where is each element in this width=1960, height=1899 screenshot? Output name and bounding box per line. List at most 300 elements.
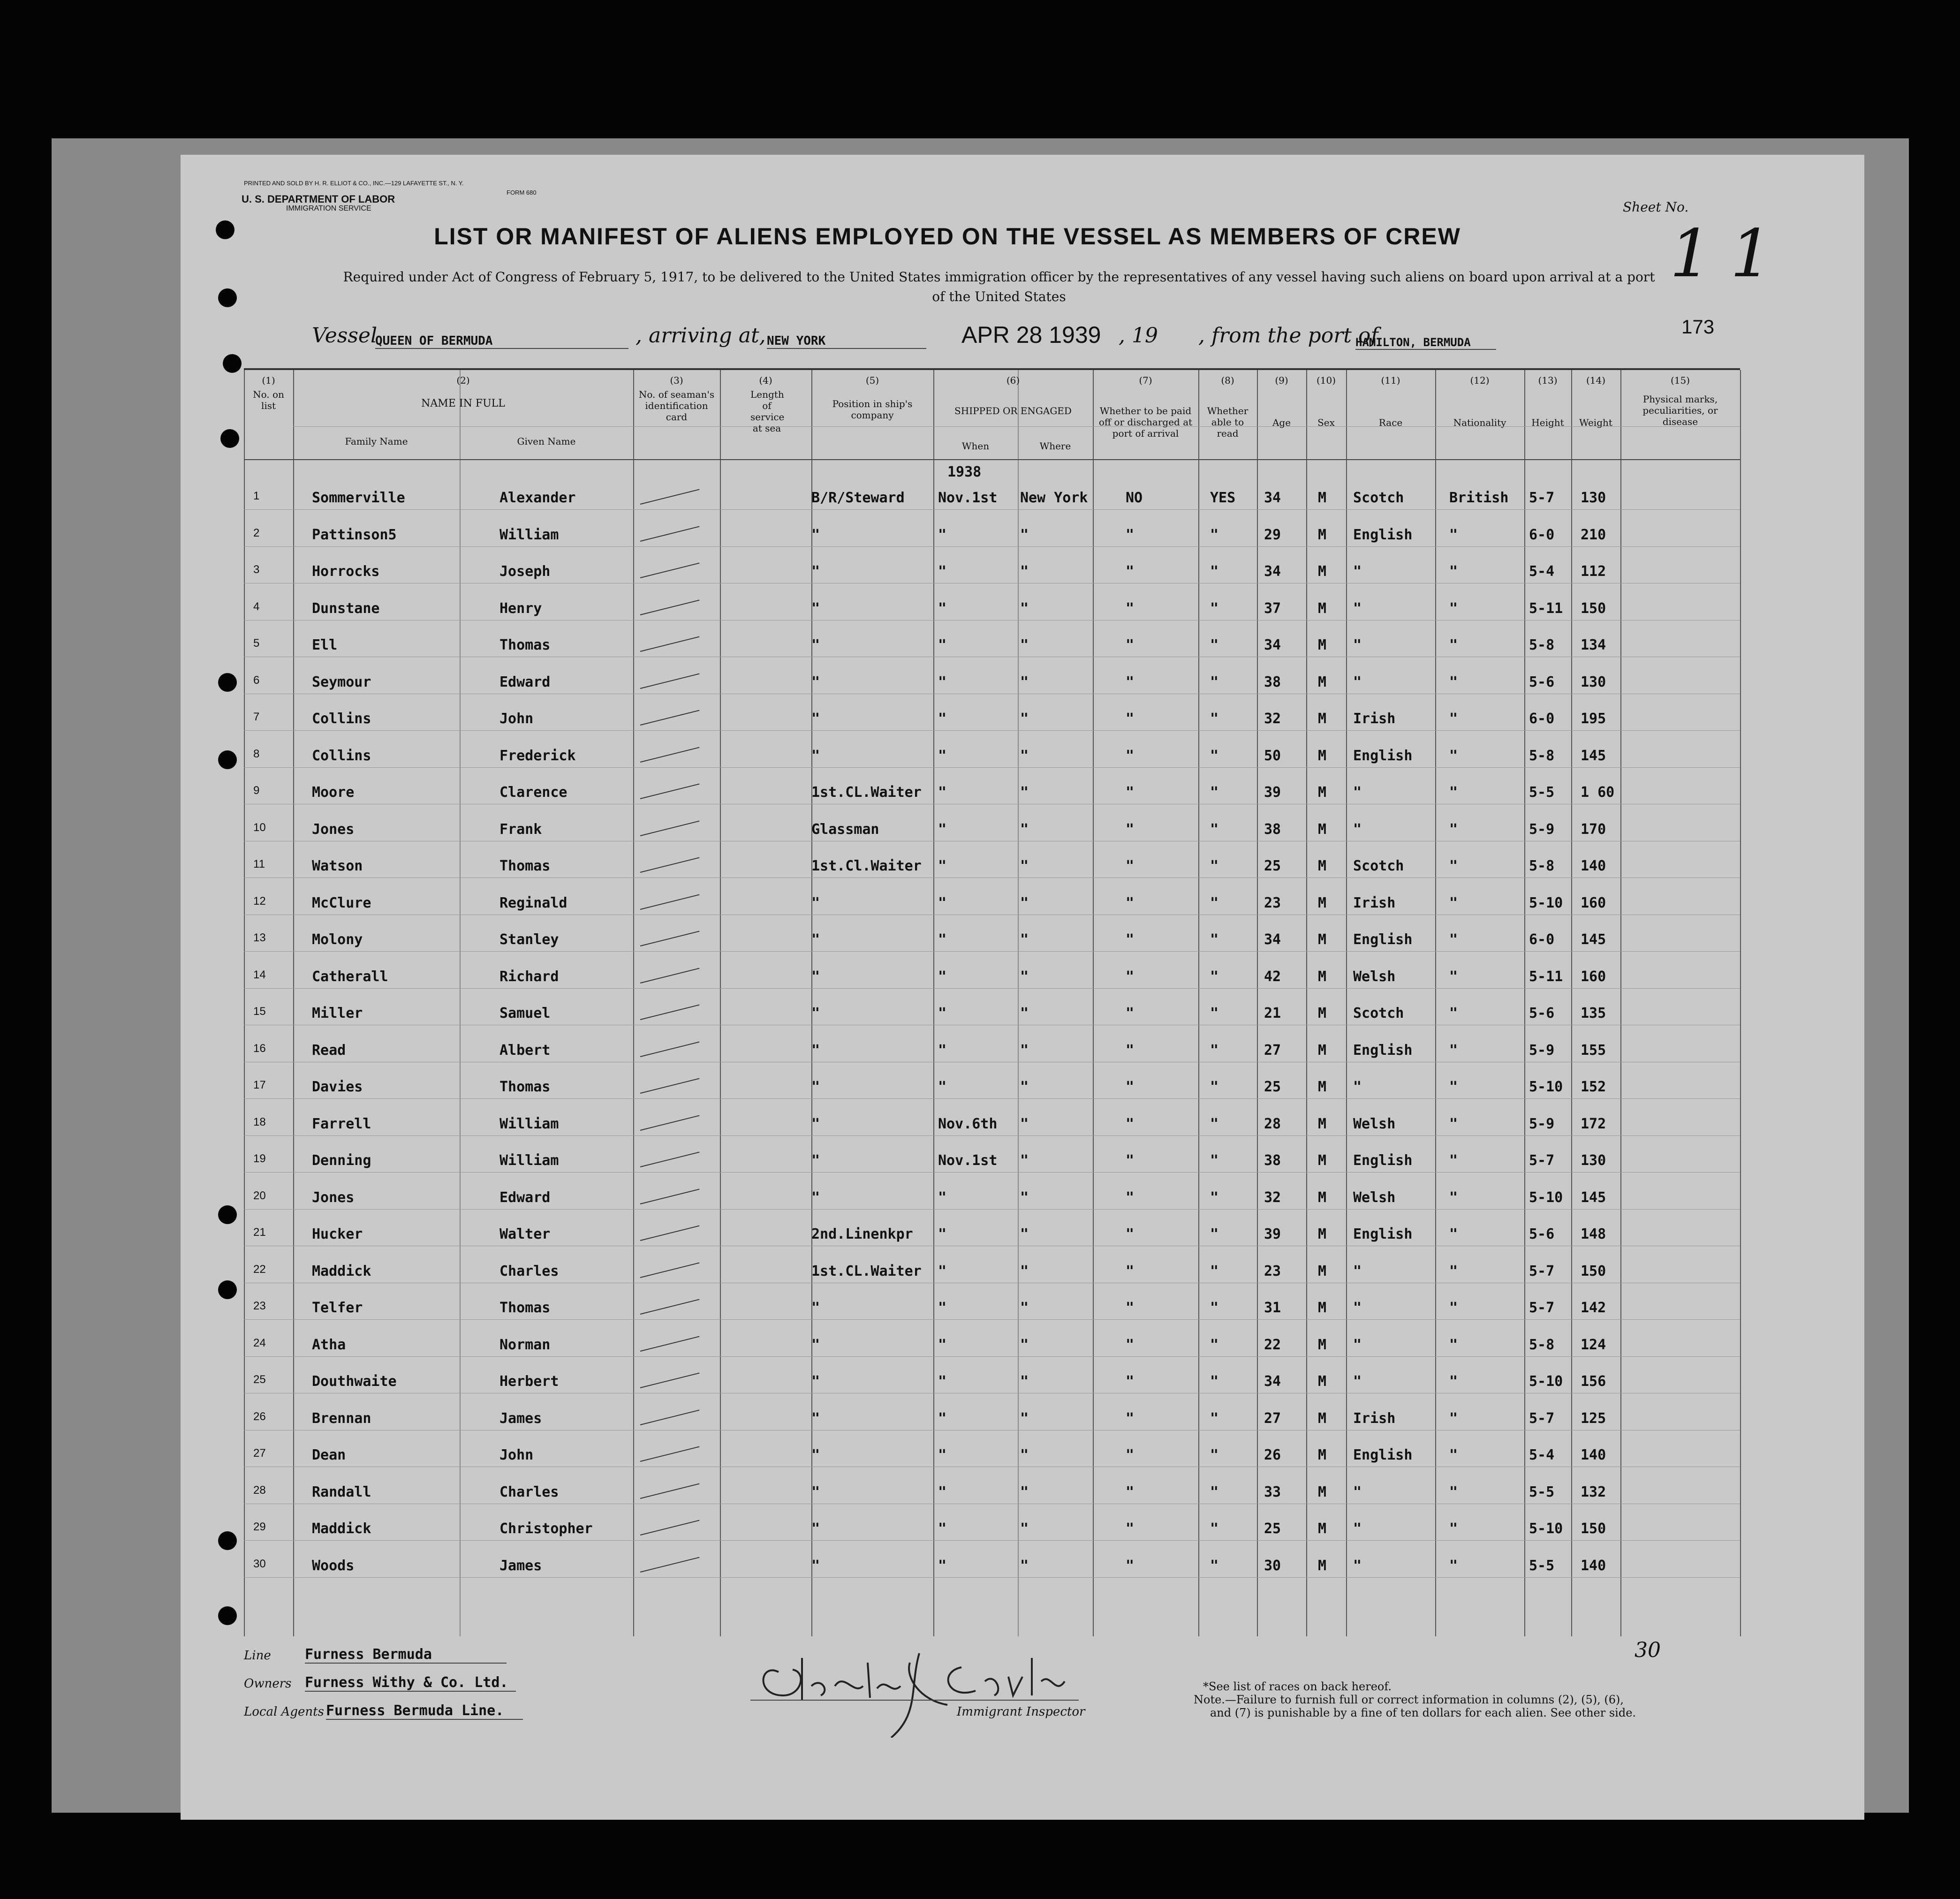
- height: 5-10: [1529, 894, 1563, 911]
- column-divider: [720, 370, 721, 1636]
- sex: M: [1318, 1521, 1327, 1537]
- col-10-header: Sex: [1317, 417, 1335, 428]
- nationality: ": [1449, 637, 1458, 653]
- position: ": [811, 563, 820, 580]
- col-14-header: Weight: [1579, 417, 1612, 428]
- sex: M: [1318, 526, 1327, 543]
- column-divider: [1093, 370, 1094, 1636]
- able-to-read: ": [1210, 1410, 1219, 1427]
- row-number: 11: [253, 858, 265, 870]
- col-5-number: (5): [865, 375, 879, 386]
- paid-off: ": [1126, 1005, 1135, 1021]
- id-card-tick-mark: [640, 1041, 700, 1057]
- shipped-when: ": [938, 1189, 947, 1206]
- shipped-when: ": [938, 1336, 947, 1353]
- shipped-when: ": [938, 858, 947, 874]
- given-name: William: [499, 526, 559, 543]
- height: 5-6: [1529, 1005, 1555, 1021]
- given-name: Thomas: [499, 1079, 551, 1095]
- paid-off: ": [1126, 894, 1135, 911]
- col-6b-header: Where: [1039, 440, 1071, 452]
- paid-off: ": [1126, 858, 1135, 874]
- given-name: Norman: [499, 1336, 551, 1353]
- race: ": [1353, 1483, 1362, 1500]
- col-2a-header: Family Name: [345, 436, 408, 447]
- nationality: ": [1449, 526, 1458, 543]
- department-label: U. S. DEPARTMENT OF LABOR: [242, 193, 395, 205]
- height: 6-0: [1529, 711, 1555, 727]
- date-stamp: APR 28 1939: [961, 322, 1101, 348]
- race: ": [1353, 1263, 1362, 1279]
- line-value: Furness Bermuda: [305, 1646, 507, 1664]
- able-to-read: ": [1210, 747, 1219, 764]
- height: 5-10: [1529, 1521, 1563, 1537]
- position: Glassman: [811, 821, 879, 838]
- row-number: 19: [253, 1152, 266, 1165]
- family-name: McClure: [312, 894, 371, 911]
- height: 5-9: [1529, 1115, 1555, 1132]
- nationality: ": [1449, 1557, 1458, 1574]
- height: 6-0: [1529, 931, 1555, 948]
- age: 31: [1264, 1300, 1281, 1316]
- race: English: [1353, 1152, 1413, 1169]
- able-to-read: ": [1210, 931, 1219, 948]
- family-name: Hucker: [312, 1226, 363, 1242]
- sex: M: [1318, 563, 1327, 580]
- col-2b-header: Given Name: [517, 436, 576, 447]
- race: Scotch: [1353, 858, 1404, 874]
- col-7-number: (7): [1139, 375, 1152, 386]
- weight: 172: [1581, 1115, 1606, 1132]
- height: 5-5: [1529, 1557, 1555, 1574]
- id-card-tick-mark: [640, 968, 700, 983]
- sex: M: [1318, 1152, 1327, 1169]
- punch-hole: [220, 429, 239, 448]
- sex: M: [1318, 784, 1327, 801]
- age: 42: [1264, 968, 1281, 985]
- column-divider: [1524, 370, 1525, 1636]
- shipped-where: ": [1020, 600, 1029, 617]
- nationality: ": [1449, 1263, 1458, 1279]
- row-rule: [244, 988, 1740, 989]
- shipped-when: ": [938, 1226, 947, 1242]
- column-divider: [1257, 370, 1258, 1636]
- shipped-where: ": [1020, 858, 1029, 874]
- vessel-label: Vessel: [312, 324, 378, 348]
- race: ": [1353, 1521, 1362, 1537]
- row-number: 25: [253, 1373, 266, 1386]
- weight: 112: [1581, 563, 1606, 580]
- weight: 145: [1581, 747, 1606, 764]
- row-number: 16: [253, 1042, 266, 1055]
- family-name: Ell: [312, 637, 338, 653]
- sex: M: [1318, 1483, 1327, 1500]
- position: ": [811, 1189, 820, 1206]
- shipped-where: ": [1020, 784, 1029, 801]
- col-3-header: No. of seaman's identification card: [638, 389, 715, 423]
- race: Irish: [1353, 711, 1396, 727]
- position: ": [811, 1115, 820, 1132]
- family-name: Douthwaite: [312, 1373, 397, 1390]
- able-to-read: ": [1210, 1079, 1219, 1095]
- paid-off: ": [1126, 563, 1135, 580]
- position: ": [811, 526, 820, 543]
- row-number: 15: [253, 1005, 266, 1018]
- nationality: ": [1449, 747, 1458, 764]
- vessel-name: QUEEN OF BERMUDA: [375, 334, 628, 349]
- shipped-when: ": [938, 968, 947, 985]
- row-number: 14: [253, 968, 266, 981]
- family-name: Jones: [312, 1189, 355, 1206]
- sex: M: [1318, 858, 1327, 874]
- paid-off: ": [1126, 637, 1135, 653]
- weight: 134: [1581, 637, 1606, 653]
- sex: M: [1318, 1557, 1327, 1574]
- row-number: 9: [253, 784, 260, 797]
- race: Welsh: [1353, 1189, 1396, 1206]
- paid-off: ": [1126, 1226, 1135, 1242]
- height: 5-7: [1529, 1410, 1555, 1427]
- col-2-number: (2): [456, 375, 470, 386]
- id-card-tick-mark: [640, 1078, 700, 1094]
- nationality: ": [1449, 1447, 1458, 1463]
- age: 32: [1264, 1189, 1281, 1206]
- col-7-header: Whether to be paid off or discharged at port of arrival: [1098, 405, 1193, 439]
- paid-off: ": [1126, 931, 1135, 948]
- id-card-tick-mark: [640, 1373, 700, 1388]
- age: 34: [1264, 931, 1281, 948]
- height: 5-5: [1529, 1483, 1555, 1500]
- given-name: Walter: [499, 1226, 551, 1242]
- race: English: [1353, 1447, 1413, 1463]
- age: 34: [1264, 637, 1281, 653]
- able-to-read: ": [1210, 1115, 1219, 1132]
- shipped-where: ": [1020, 711, 1029, 727]
- nationality: ": [1449, 821, 1458, 838]
- shipped-when: ": [938, 563, 947, 580]
- col-8-header: Whether able to read: [1207, 405, 1249, 439]
- able-to-read: ": [1210, 1300, 1219, 1316]
- family-name: Woods: [312, 1557, 355, 1574]
- position: ": [811, 600, 820, 617]
- col-5-header: Position in ship's company: [832, 398, 913, 421]
- race: ": [1353, 1373, 1362, 1390]
- arriving-label: , arriving at,: [636, 324, 766, 348]
- col-13-header: Height: [1531, 417, 1564, 428]
- able-to-read: ": [1210, 1521, 1219, 1537]
- row-number: 7: [253, 711, 260, 723]
- nationality: ": [1449, 1005, 1458, 1021]
- given-name: Herbert: [499, 1373, 559, 1390]
- shipped-where: ": [1020, 1410, 1029, 1427]
- able-to-read: ": [1210, 1152, 1219, 1169]
- paid-off: ": [1126, 1042, 1135, 1059]
- height: 5-6: [1529, 1226, 1555, 1242]
- given-name: Edward: [499, 1189, 551, 1206]
- able-to-read: ": [1210, 1483, 1219, 1500]
- shipped-when: Nov.6th: [938, 1115, 998, 1132]
- age: 25: [1264, 1521, 1281, 1537]
- sex: M: [1318, 1263, 1327, 1279]
- position: ": [811, 1483, 820, 1500]
- sex: M: [1318, 747, 1327, 764]
- punch-hole: [218, 673, 237, 692]
- margin-note: 30: [1635, 1638, 1661, 1662]
- column-divider: [633, 370, 634, 1636]
- height: 5-10: [1529, 1373, 1563, 1390]
- nationality: ": [1449, 1373, 1458, 1390]
- id-card-tick-mark: [640, 784, 700, 799]
- race: Irish: [1353, 894, 1396, 911]
- nationality: ": [1449, 673, 1458, 690]
- height: 5-4: [1529, 563, 1555, 580]
- family-name: Seymour: [312, 673, 371, 690]
- row-number: 18: [253, 1115, 266, 1128]
- sex: M: [1318, 894, 1327, 911]
- column-divider: [1620, 370, 1621, 1636]
- weight: 140: [1581, 858, 1606, 874]
- id-card-tick-mark: [640, 857, 700, 873]
- shipped-when: ": [938, 1557, 947, 1574]
- race: ": [1353, 1079, 1362, 1095]
- sex: M: [1318, 968, 1327, 985]
- col-15-header: Physical marks, peculiarities, or disease: [1642, 393, 1718, 427]
- height: 5-7: [1529, 1152, 1555, 1169]
- weight: 150: [1581, 1521, 1606, 1537]
- able-to-read: ": [1210, 858, 1219, 874]
- height: 5-6: [1529, 673, 1555, 690]
- family-name: Read: [312, 1042, 346, 1059]
- sex: M: [1318, 821, 1327, 838]
- col-6a-header: When: [961, 440, 990, 452]
- race: ": [1353, 1300, 1362, 1316]
- able-to-read: ": [1210, 1373, 1219, 1390]
- shipped-where: ": [1020, 1226, 1029, 1242]
- paid-off: ": [1126, 1263, 1135, 1279]
- id-card-tick-mark: [640, 563, 700, 578]
- shipped-when: ": [938, 1410, 947, 1427]
- form-number: FORM 680: [507, 189, 537, 196]
- able-to-read: ": [1210, 968, 1219, 985]
- weight: 195: [1581, 711, 1606, 727]
- punch-hole: [218, 288, 237, 307]
- line-label: Line: [244, 1649, 271, 1663]
- column-divider: [811, 370, 812, 1636]
- inspector-signature: [750, 1644, 1088, 1738]
- able-to-read: ": [1210, 1557, 1219, 1574]
- weight: 148: [1581, 1226, 1606, 1242]
- race: English: [1353, 526, 1413, 543]
- paid-off: ": [1126, 1152, 1135, 1169]
- position: ": [811, 968, 820, 985]
- id-card-tick-mark: [640, 1520, 700, 1536]
- able-to-read: ": [1210, 1226, 1219, 1242]
- position: ": [811, 711, 820, 727]
- paid-off: ": [1126, 1373, 1135, 1390]
- weight: 145: [1581, 931, 1606, 948]
- page-number: 173: [1681, 316, 1715, 338]
- row-number: 30: [253, 1557, 266, 1570]
- race: ": [1353, 563, 1362, 580]
- id-card-tick-mark: [640, 1115, 700, 1130]
- sex: M: [1318, 711, 1327, 727]
- paid-off: ": [1126, 1336, 1135, 1353]
- weight: 155: [1581, 1042, 1606, 1059]
- given-name: John: [499, 1447, 534, 1463]
- family-name: Randall: [312, 1483, 371, 1500]
- race: English: [1353, 747, 1413, 764]
- shipped-where: ": [1020, 894, 1029, 911]
- height: 5-8: [1529, 747, 1555, 764]
- id-card-tick-mark: [640, 1483, 700, 1498]
- local-agents-value: Furness Bermuda Line.: [326, 1702, 523, 1720]
- col-10-number: (10): [1316, 375, 1336, 386]
- position: ": [811, 1557, 820, 1574]
- height: 6-0: [1529, 526, 1555, 543]
- weight: 140: [1581, 1557, 1606, 1574]
- able-to-read: ": [1210, 563, 1219, 580]
- race: Welsh: [1353, 1115, 1396, 1132]
- paid-off: ": [1126, 968, 1135, 985]
- age: 37: [1264, 600, 1281, 617]
- row-number: 10: [253, 821, 266, 834]
- age: 25: [1264, 858, 1281, 874]
- id-card-tick-mark: [640, 1409, 700, 1425]
- row-number: 22: [253, 1263, 266, 1276]
- column-divider: [293, 370, 294, 1636]
- col-6-number: (6): [1006, 375, 1020, 386]
- given-name: James: [499, 1410, 542, 1427]
- column-divider: [1435, 370, 1436, 1636]
- nationality: ": [1449, 1521, 1458, 1537]
- shipped-where: ": [1020, 1152, 1029, 1169]
- nationality: ": [1449, 1300, 1458, 1316]
- able-to-read: ": [1210, 600, 1219, 617]
- from-port: HAMILTON, BERMUDA: [1355, 336, 1496, 350]
- position: ": [811, 894, 820, 911]
- shipped-when: ": [938, 1483, 947, 1500]
- paid-off: ": [1126, 526, 1135, 543]
- given-name: Thomas: [499, 1300, 551, 1316]
- age: 33: [1264, 1483, 1281, 1500]
- age: 22: [1264, 1336, 1281, 1353]
- shipped-where: ": [1020, 1300, 1029, 1316]
- punch-hole: [218, 1205, 237, 1224]
- from-port-label: , from the port of: [1198, 324, 1378, 348]
- col-1-header: No. on list: [253, 389, 284, 411]
- shipped-when: ": [938, 1079, 947, 1095]
- paid-off: ": [1126, 1410, 1135, 1427]
- shipped-when: ": [938, 931, 947, 948]
- subtitle-line-2: of the United States: [932, 289, 1066, 304]
- given-name: Charles: [499, 1263, 559, 1279]
- position: ": [811, 747, 820, 764]
- height: 5-7: [1529, 490, 1555, 506]
- family-name: Jones: [312, 821, 355, 838]
- row-rule: [244, 1356, 1740, 1357]
- height: 5-8: [1529, 1336, 1555, 1353]
- position: ": [811, 1042, 820, 1059]
- weight: 130: [1581, 490, 1606, 506]
- sex: M: [1318, 1373, 1327, 1390]
- family-name: Dunstane: [312, 600, 380, 617]
- sheet-number-label: Sheet No.: [1623, 199, 1689, 215]
- column-divider: [1740, 370, 1741, 1636]
- row-number: 3: [253, 563, 260, 576]
- row-number: 26: [253, 1410, 266, 1423]
- age: 34: [1264, 1373, 1281, 1390]
- sex: M: [1318, 1079, 1327, 1095]
- races-note: *See list of races on back hereof.: [1203, 1680, 1392, 1693]
- weight: 160: [1581, 894, 1606, 911]
- paid-off: ": [1126, 1521, 1135, 1537]
- page-title: LIST OR MANIFEST OF ALIENS EMPLOYED ON THE VESSEL AS MEMBERS OF CREW: [434, 223, 1461, 250]
- able-to-read: ": [1210, 821, 1219, 838]
- row-number: 2: [253, 526, 260, 539]
- sex: M: [1318, 1005, 1327, 1021]
- sex: M: [1318, 1189, 1327, 1206]
- printer-line: PRINTED AND SOLD BY H. R. ELLIOT & CO., INC.—129 LAFAYETTE ST., N. Y.: [244, 180, 464, 187]
- weight: 142: [1581, 1300, 1606, 1316]
- weight: 124: [1581, 1336, 1606, 1353]
- age: 30: [1264, 1557, 1281, 1574]
- row-rule: [244, 546, 1740, 547]
- age: 26: [1264, 1447, 1281, 1463]
- paid-off: ": [1126, 747, 1135, 764]
- arriving-port: NEW YORK: [767, 334, 926, 349]
- shipped-where: ": [1020, 1483, 1029, 1500]
- age: 29: [1264, 526, 1281, 543]
- fine-note-1: Note.—Failure to furnish full or correct information in columns (2), (5), (6),: [1194, 1693, 1624, 1706]
- id-card-tick-mark: [640, 673, 700, 688]
- column-divider: [244, 370, 245, 1636]
- given-name: Richard: [499, 968, 559, 985]
- shipped-where: ": [1020, 1189, 1029, 1206]
- height: 5-5: [1529, 784, 1555, 801]
- sex: M: [1318, 637, 1327, 653]
- shipped-when: ": [938, 673, 947, 690]
- given-name: Joseph: [499, 563, 551, 580]
- family-name: Catherall: [312, 968, 388, 985]
- able-to-read: ": [1210, 526, 1219, 543]
- id-card-tick-mark: [640, 1005, 700, 1020]
- column-divider: [1571, 370, 1572, 1636]
- position: 1st.CL.Waiter: [811, 784, 922, 801]
- shipped-where: ": [1020, 1447, 1029, 1463]
- punch-hole: [218, 1280, 237, 1299]
- id-card-tick-mark: [640, 747, 700, 762]
- family-name: Moore: [312, 784, 355, 801]
- given-name: Reginald: [499, 894, 568, 911]
- id-card-tick-mark: [640, 1299, 700, 1315]
- age: 34: [1264, 490, 1281, 506]
- sex: M: [1318, 1410, 1327, 1427]
- shipped-when: ": [938, 1263, 947, 1279]
- id-card-tick-mark: [640, 636, 700, 652]
- nationality: ": [1449, 1042, 1458, 1059]
- shipped-when: ": [938, 1521, 947, 1537]
- able-to-read: ": [1210, 784, 1219, 801]
- row-rule: [244, 1098, 1740, 1099]
- shipped-when: ": [938, 821, 947, 838]
- race: ": [1353, 784, 1362, 801]
- position: ": [811, 1521, 820, 1537]
- given-name: Samuel: [499, 1005, 551, 1021]
- col-4-number: (4): [759, 375, 772, 386]
- position: ": [811, 1410, 820, 1427]
- sex: M: [1318, 600, 1327, 617]
- height: 5-7: [1529, 1300, 1555, 1316]
